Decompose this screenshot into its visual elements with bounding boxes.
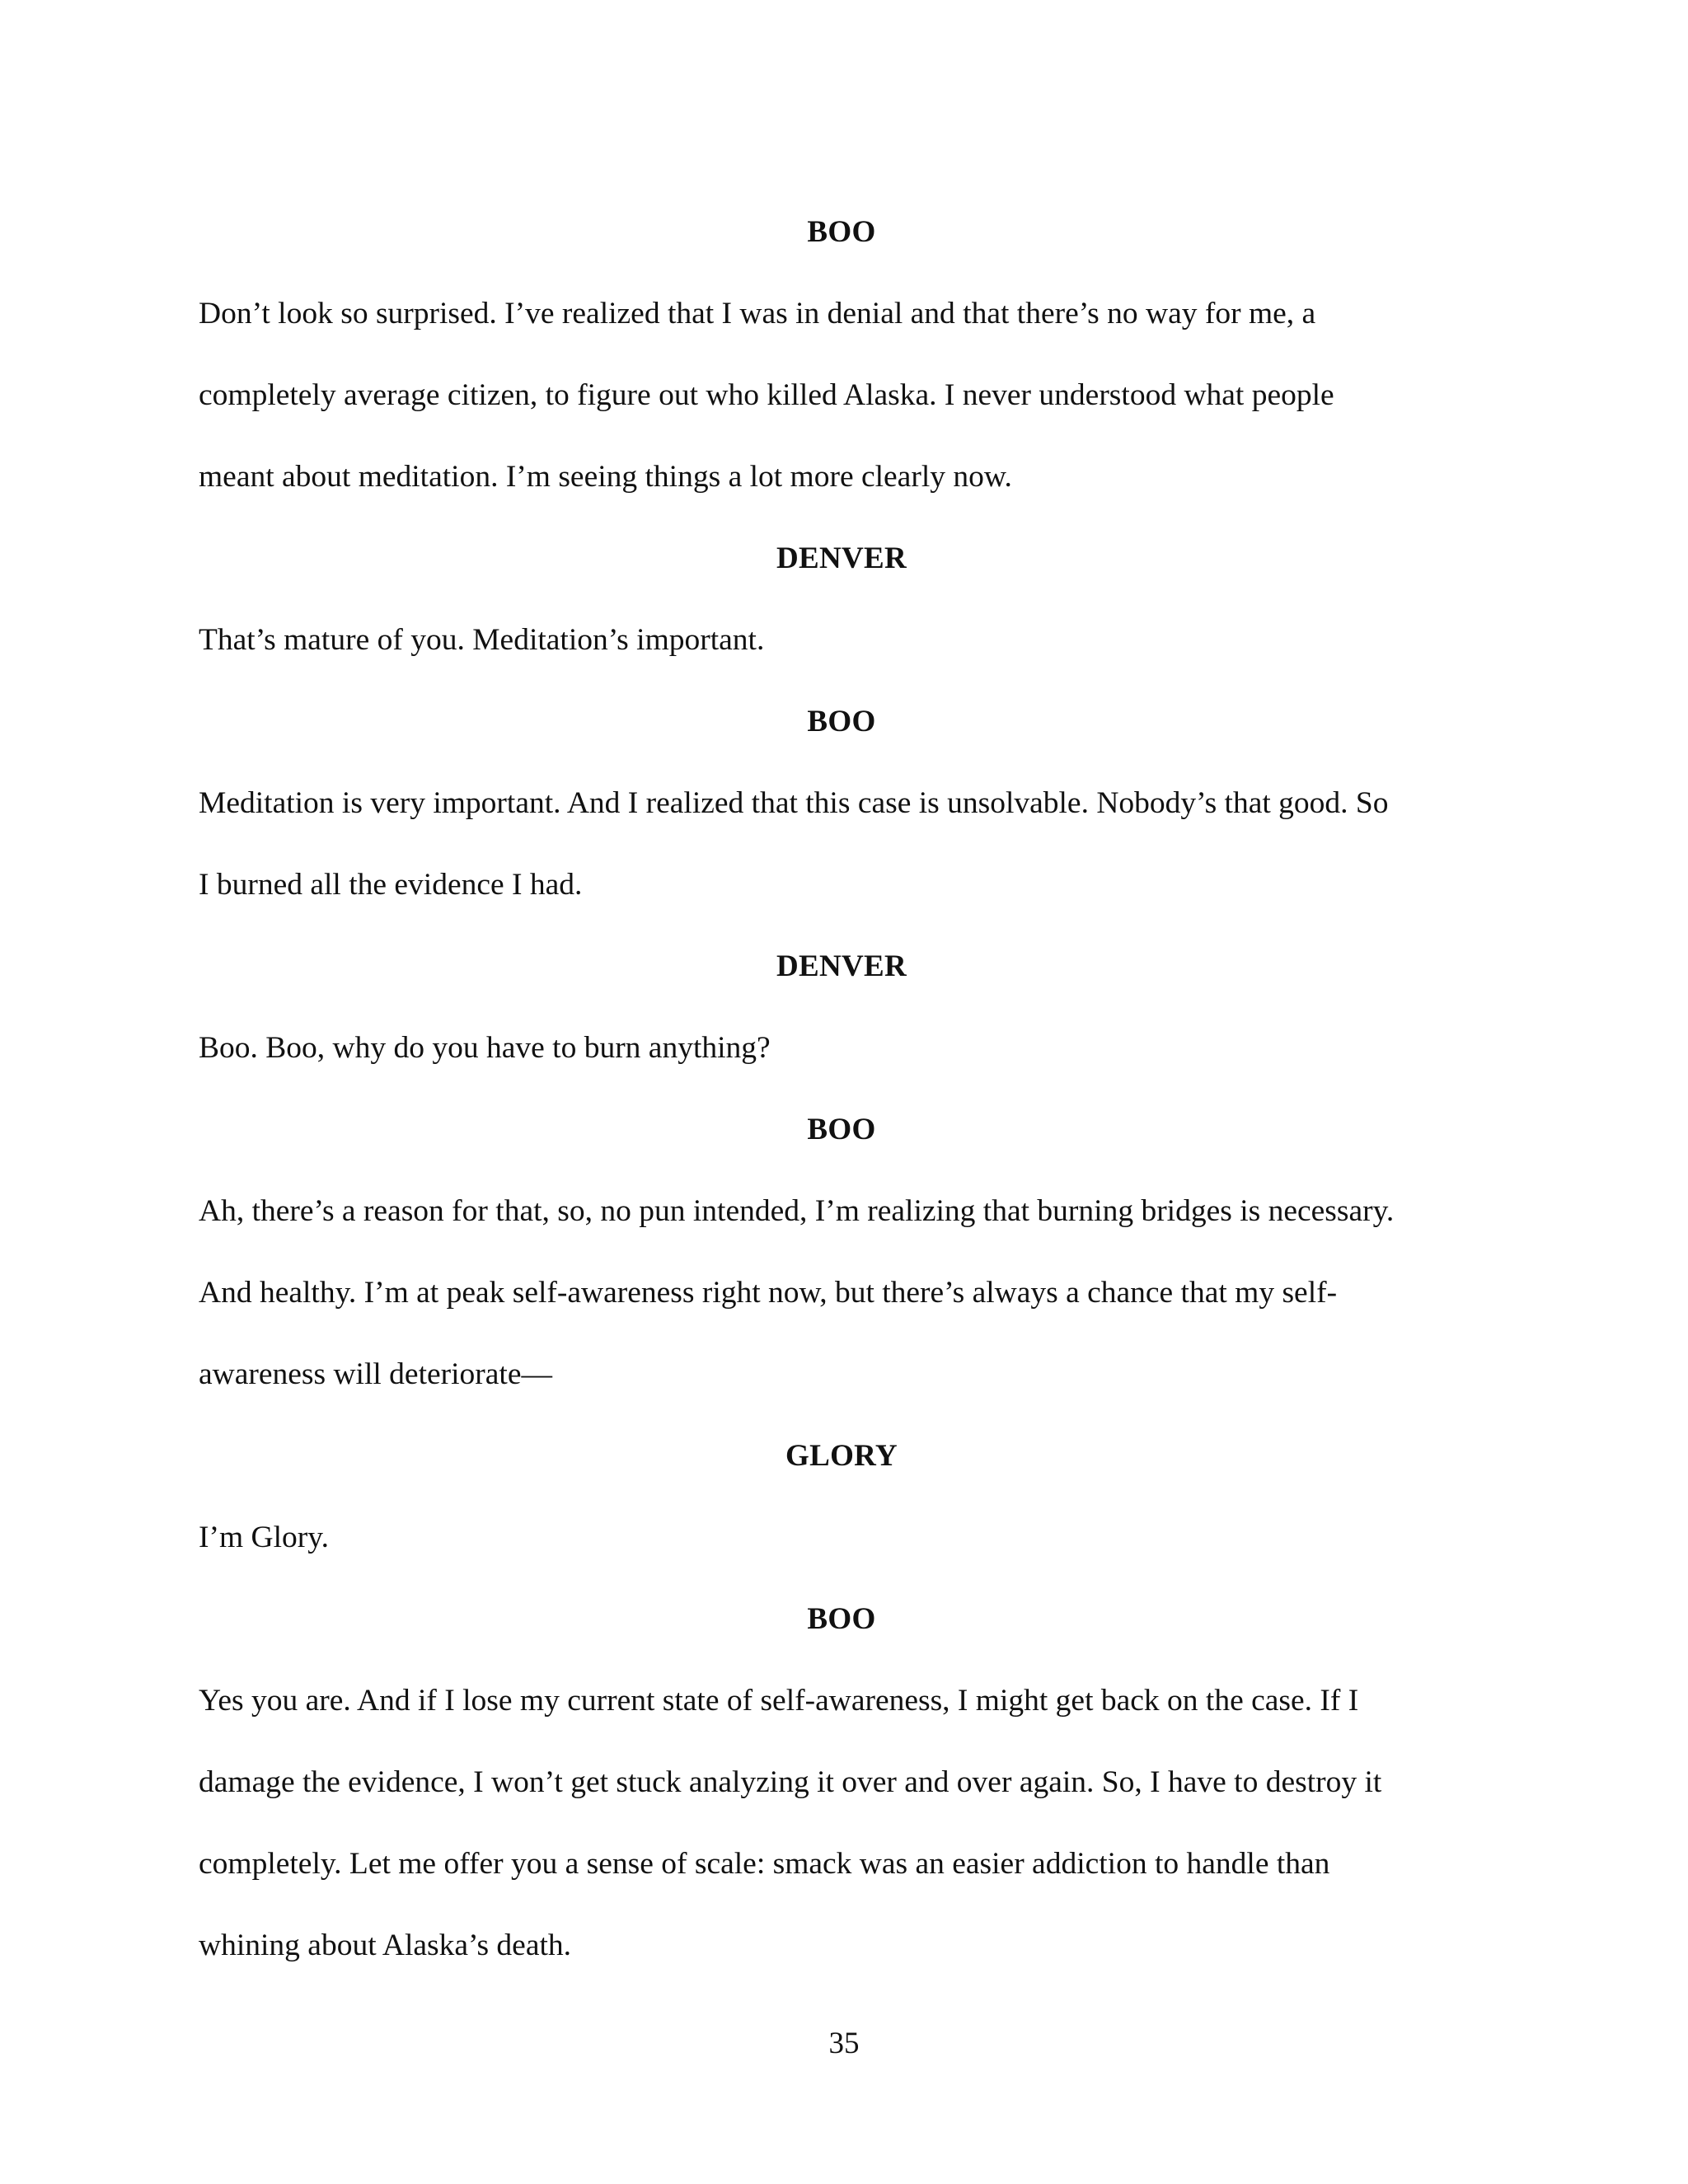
dialogue-line: Yes you are. And if I lose my current state of self-awareness, I might get back on the case. If I	[199, 1684, 1359, 1718]
dialogue-line: I’m Glory.	[199, 1521, 329, 1554]
dialogue-block	[199, 191, 1484, 518]
dialogue-block	[199, 681, 1484, 926]
dialogue-line: awareness will deteriorate—	[199, 1357, 552, 1391]
dialogue-block	[199, 1578, 1484, 1986]
speaker-name: GLORY	[785, 1439, 898, 1473]
dialogue-block	[199, 1415, 1484, 1578]
speaker-name: BOO	[807, 215, 876, 249]
dialogue-line: And healthy. I’m at peak self-awareness right now, but there’s always a chance that my self-	[199, 1276, 1338, 1310]
speaker-name: DENVER	[776, 949, 907, 983]
dialogue-line: Meditation is very important. And I realized that this case is unsolvable. Nobody’s that good. So	[199, 786, 1389, 820]
script-body	[199, 191, 1484, 1986]
dialogue-line: Don’t look so surprised. I’ve realized that I was in denial and that there’s no way for me, a	[199, 297, 1316, 330]
dialogue-block	[199, 1089, 1484, 1415]
dialogue-block	[199, 518, 1484, 681]
dialogue-line: I burned all the evidence I had.	[199, 868, 583, 902]
page-number: 35	[828, 2027, 860, 2060]
dialogue-line: damage the evidence, I won’t get stuck analyzing it over and over again. So, I have to destroy it	[199, 1765, 1382, 1799]
speaker-name: DENVER	[776, 541, 907, 575]
speaker-name: BOO	[807, 1113, 876, 1146]
dialogue-line: Ah, there’s a reason for that, so, no pun intended, I’m realizing that burning bridges is necessary.	[199, 1194, 1395, 1228]
speaker-name: BOO	[807, 1602, 876, 1636]
dialogue-line: completely. Let me offer you a sense of scale: smack was an easier addiction to handle than	[199, 1847, 1330, 1881]
dialogue-block	[199, 926, 1484, 1089]
dialogue-line: Boo. Boo, why do you have to burn anything?	[199, 1031, 771, 1065]
dialogue-line: completely average citizen, to figure out who killed Alaska. I never understood what people	[199, 378, 1334, 412]
dialogue-line: whining about Alaska’s death.	[199, 1929, 572, 1962]
speaker-name: BOO	[807, 705, 876, 738]
dialogue-line: meant about meditation. I’m seeing things a lot more clearly now.	[199, 460, 1012, 494]
dialogue-line: That’s mature of you. Meditation’s important.	[199, 623, 765, 657]
